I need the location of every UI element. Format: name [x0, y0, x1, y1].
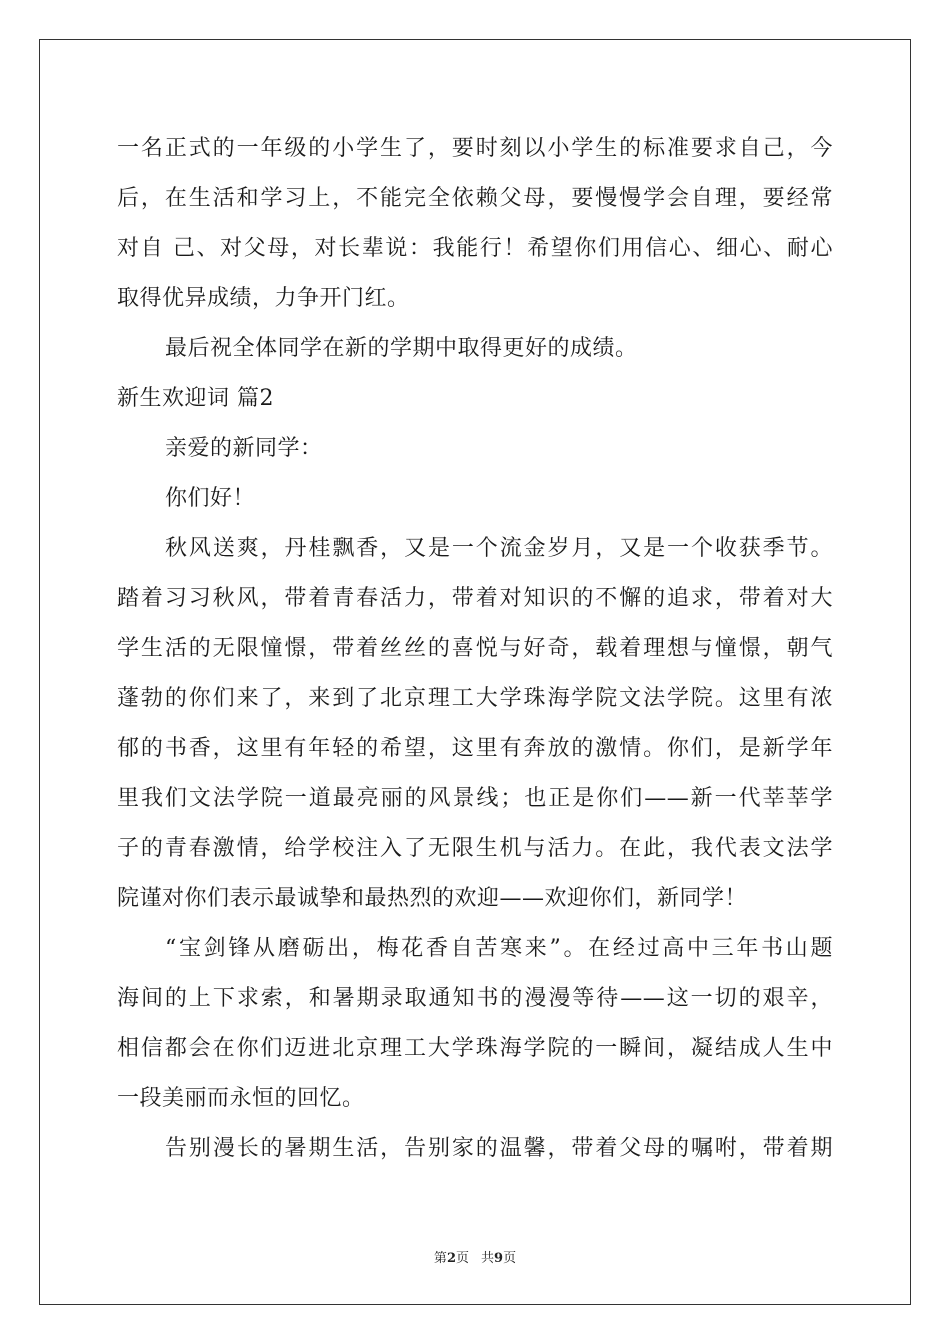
page-number-suffix: 页: [455, 1251, 469, 1266]
text-line: 你们好！: [165, 486, 256, 511]
text-line: 告别漫长的暑期生活，告别家的温馨，带着父母的嘱咐，带着期: [165, 1136, 833, 1161]
page-footer: [0, 1247, 950, 1266]
text-line: 海间的上下求索，和暑期录取通知书的漫漫等待——这一切的艰辛，: [117, 986, 833, 1011]
section-heading: 新生欢迎词 篇2: [117, 386, 274, 411]
text-line: 对自 己、对父母，对长辈说：我能行！希望你们用信心、细心、耐心: [117, 236, 833, 261]
text-line: 相信都会在你们迈进北京理工大学珠海学院的一瞬间，凝结成人生中: [117, 1036, 833, 1061]
text-line: 踏着习习秋风，带着青春活力，带着对知识的不懈的追求，带着对大: [117, 586, 833, 611]
current-page-number: 2: [446, 1251, 456, 1266]
total-pages-prefix: 共: [481, 1251, 495, 1266]
text-line: “宝剑锋从磨砺出，梅花香自苦寒来”。在经过高中三年书山题: [165, 936, 833, 961]
text-line: 最后祝全体同学在新的学期中取得更好的成绩。: [165, 336, 638, 361]
text-line: 蓬勃的你们来了，来到了北京理工大学珠海学院文法学院。这里有浓: [117, 686, 833, 711]
text-line: 后，在生活和学习上，不能完全依赖父母，要慢慢学会自理，要经常: [117, 186, 833, 211]
text-line: 院谨对你们表示最诚挚和最热烈的欢迎——欢迎你们，新同学！: [117, 886, 748, 911]
text-line: 取得优异成绩，力争开门红。: [117, 286, 410, 311]
text-line: 学生活的无限憧憬，带着丝丝的喜悦与好奇，载着理想与憧憬，朝气: [117, 636, 833, 661]
text-line: 里我们文法学院一道最亮丽的风景线；也正是你们——新一代莘莘学: [117, 786, 833, 811]
text-line: 亲爱的新同学：: [165, 436, 323, 461]
page-number-prefix: 第: [433, 1251, 447, 1266]
text-line: 子的青春激情，给学校注入了无限生机与活力。在此，我代表文法学: [117, 836, 833, 861]
total-page-count: 9: [494, 1251, 504, 1266]
text-line: 一名正式的一年级的小学生了，要时刻以小学生的标准要求自己，今: [117, 136, 833, 161]
total-pages-suffix: 页: [503, 1251, 517, 1266]
text-line: 秋风送爽，丹桂飘香，又是一个流金岁月，又是一个收获季节。: [165, 536, 833, 561]
text-line: 一段美丽而永恒的回忆。: [117, 1086, 365, 1111]
document-body: [117, 124, 833, 1174]
text-line: 郁的书香，这里有年轻的希望，这里有奔放的激情。你们，是新学年: [117, 736, 833, 761]
